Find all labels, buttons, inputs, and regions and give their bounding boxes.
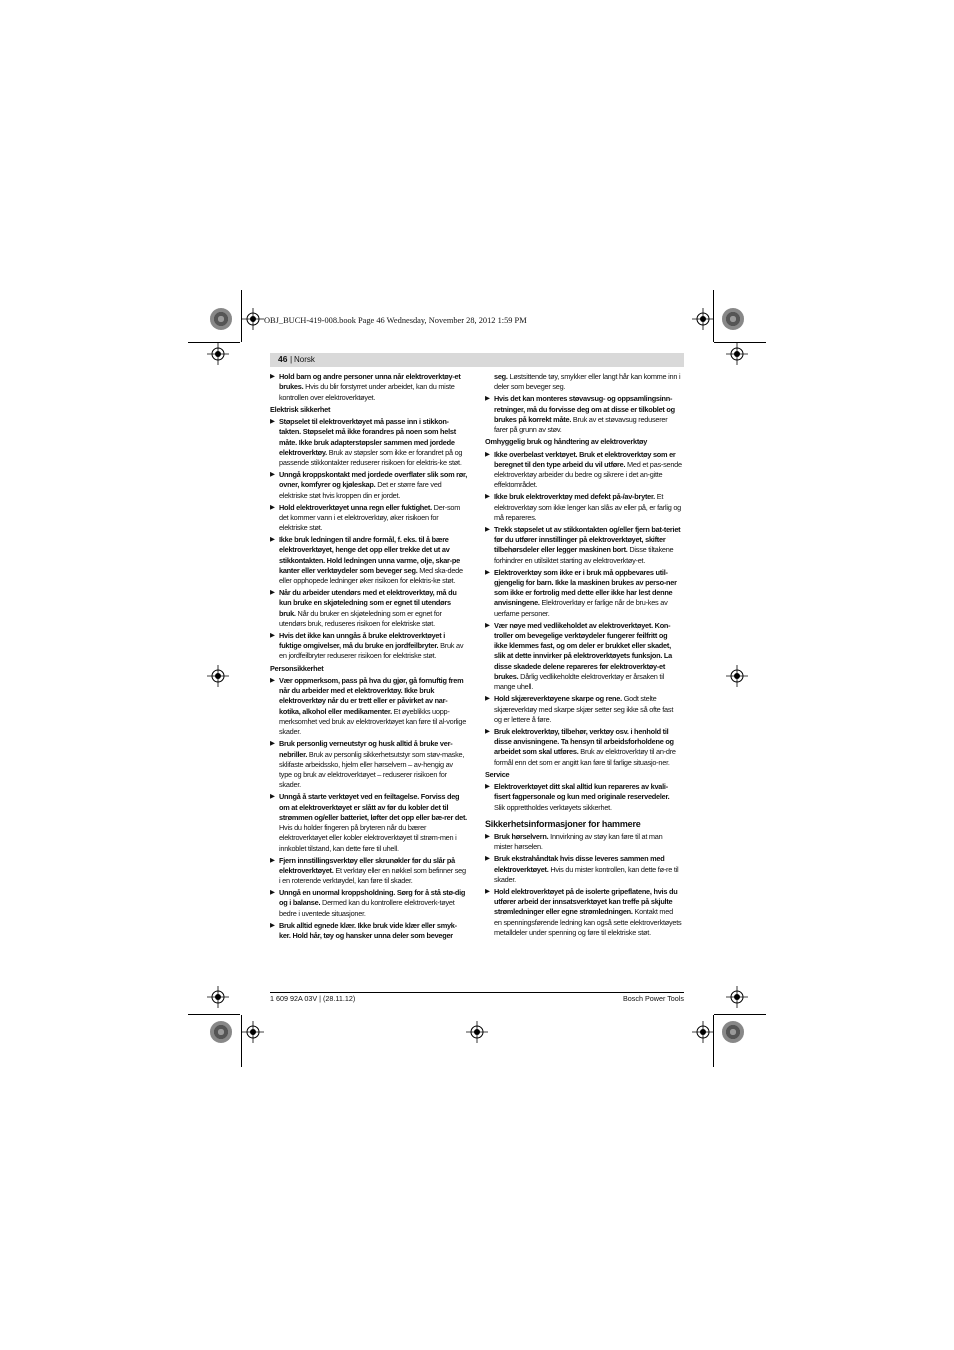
bullet-arrow-icon: ▶ [270, 536, 275, 544]
bold-lead: Ikke bruk ledningen til andre formål, f. eks. til å bære elektroverktøyet, henge det opp eller trekke det ut av stikkontakten. Hold ledningen unna varme, olje, skar-pe kanter eller verktøydeler som beveger seg. [279, 535, 460, 575]
subsection-heading: Sikkerhetsinformasjoner for hammere [485, 818, 641, 829]
bold-lead: Hold skjæreverktøyene skarpe og rene. [494, 694, 622, 704]
section-heading: Service [485, 769, 510, 779]
body-text: Hvis du holder fingeren på bryteren når du bærer elektroverktøyet eller kobler elektroverktøyet til strøm-men i innkoblet tilstand, kan dette føre til uhell. [279, 823, 457, 853]
bullet-item [485, 621, 682, 693]
body-text: Med et pas-sende elektroverktøy arbeider du bedre og sikrere i det an-gitte effektområdet. [494, 459, 682, 490]
page-header [270, 353, 684, 367]
bullet-item [485, 394, 682, 435]
body-text: Et elektroverktøy som ikke lenger kan slås av eller på, er farlig og må repareres. [494, 492, 682, 522]
bold-lead: Trekk støpselet ut av stikkontakten og/eller fjern bat-teriet før du utfører innstillinger på elektroverktøyet, skifter tilbehørsdeler eller legger maskinen bort. [494, 524, 681, 555]
registration-mark-icon [242, 308, 264, 330]
body-text: Bruk av støpsler som ikke er forandret på og passende stikkontakter reduserer risikoen for elektris-ke støt. [279, 447, 463, 467]
bold-lead: Hvis det ikke kan unngås å bruke elektroverktøyet i fuktige omgivelser, må du bruke en jordfeilbryter. [279, 630, 446, 651]
bullet-arrow-icon: ▶ [485, 395, 490, 403]
body-text: Elektroverktøy er farlige når de bru-kes av uerfarne personer. [494, 598, 668, 618]
body-text: Et verktøy eller en nøkkel som befinner seg i en roterende verktøydel, kan føre til skader. [279, 865, 466, 886]
bullet-arrow-icon: ▶ [270, 793, 275, 801]
left-column [270, 372, 467, 943]
header-separator: | [290, 354, 293, 364]
body-text: Bruk av et støvavsug reduserer farer på grunn av støv. [494, 414, 668, 435]
bold-lead: Elektroverktøy som ikke er i bruk må oppbevares util-gjengelig for barn. Ikke la maskinen brukes av perso-ner som ikke er fortrolig med dette eller ikke har lest denne anvisningene. [494, 567, 677, 608]
bullet-item [270, 588, 467, 629]
bullet-item [485, 525, 682, 566]
bullet-arrow-icon: ▶ [270, 418, 275, 425]
bullet-item [485, 854, 682, 885]
body-text: Dårlig vedlikeholdte elektroverktøy er årsaken til mange uhell. [494, 671, 664, 692]
bold-lead: Hold elektroverktøyet unna regn eller fuktighet. [279, 502, 432, 512]
bullet-item [485, 568, 682, 619]
bullet-arrow-icon: ▶ [485, 450, 490, 458]
bold-lead: Hold elektroverktøyet på de isolerte gripeflatene, hvis du utfører arbeid der innsatsverktøyet kan treffe på skjulte strømledninger eller egne strømledningen. [494, 886, 678, 917]
section-heading: Elektrisk sikkerhet [270, 404, 331, 414]
page-language: Norsk [294, 354, 315, 364]
bold-lead: Støpselet til elektroverktøyet må passe inn i stikkon-takten. Støpselet må ikke forandres på noen som helst måte. Ikke bruk adapterstøpsler sammen med jordede elektroverktøy. [279, 417, 456, 457]
bold-lead: Vær oppmerksom, pass på hva du gjør, gå fornuftig frem når du arbeider med et elektroverktøy. Ikke bruk elektroverktøy når du er trett eller er påvirket av nar-kotika, alkohol eller medikamenter. [279, 675, 464, 716]
registration-mark-icon [207, 665, 229, 687]
print-disc-icon [722, 1021, 744, 1043]
body-text: Innvirkning av støy kan føre til at man mister hørselen. [494, 832, 663, 852]
bold-lead: Elektroverktøyet ditt skal alltid kun repareres av kvali-fisert fagpersonale og kun med originale reservedeler. [494, 782, 670, 802]
bullet-arrow-icon: ▶ [485, 621, 490, 629]
bullet-arrow-icon: ▶ [485, 568, 490, 576]
body-text: Slik opprettholdes verktøyets sikkerhet. [494, 802, 612, 812]
body-text: Når du bruker en skjøteledning som er egnet for utendørs bruk, reduseres risikoen for elektriske støt. [279, 608, 442, 628]
body-text: Kontakt med en spenningsførende ledning kan også sette elektroverktøyets metalldeler under spenning og føre til elektriske støt. [494, 907, 682, 937]
bold-lead: Bruk hørselvern. [494, 832, 549, 842]
page-number: 46 [278, 354, 288, 364]
bold-lead: Vær nøye med vedlikeholdet av elektroverktøyet. Kon-troller om bevegelige verktøydeler fungerer feilfritt og ikke klemmes fast, og om deler er brukket eller skadet, slik at dette innvirker på elektroverktøyets funksjon. La disse skadede delene repareres før elektroverktøy-et brukes. [494, 620, 672, 681]
bullet-arrow-icon: ▶ [485, 887, 490, 895]
bullet-item [270, 631, 467, 662]
bullet-arrow-icon: ▶ [270, 889, 275, 897]
print-disc-icon [722, 308, 744, 330]
bullet-item [270, 739, 467, 790]
bullet-arrow-icon: ▶ [485, 727, 490, 735]
body-text: Hvis du mister kontrollen, kan dette fø-re til skader. [494, 864, 679, 884]
bullet-item [270, 888, 467, 919]
footer-doc-number: 1 609 92A 03V | (28.11.12) [270, 994, 356, 1003]
body-text: Godt stelte skjæreverktøy med skarpe skjær setter seg ikke så ofte fast og er lettere å føre. [494, 694, 674, 724]
registration-mark-icon [692, 1021, 714, 1043]
book-stamp: OBJ_BUCH-419-008.book Page 46 Wednesday, November 28, 2012 1:59 PM [264, 316, 527, 325]
bullet-item [270, 856, 467, 887]
bullet-item [270, 417, 467, 468]
footer-divider [270, 992, 684, 993]
bullet-arrow-icon: ▶ [485, 783, 490, 791]
bold-lead: Unngå en unormal kroppsholdning. Sørg for å stå stø-dig og i balanse. [279, 888, 466, 908]
bullet-item [270, 470, 467, 501]
bullet-item [485, 492, 682, 523]
continued-paragraph [494, 372, 682, 393]
bullet-item [270, 792, 467, 854]
bullet-item [270, 372, 467, 403]
bullet-arrow-icon: ▶ [270, 631, 275, 639]
footer-brand: Bosch Power Tools [623, 994, 684, 1003]
bullet-arrow-icon: ▶ [270, 676, 275, 684]
bold-lead: Bruk personlig verneutstyr og husk alltid å bruke ver-nebriller. [279, 739, 453, 759]
bullet-arrow-icon: ▶ [270, 373, 275, 380]
crop-mark [714, 1014, 766, 1015]
bullet-arrow-icon: ▶ [270, 856, 275, 864]
registration-mark-icon [726, 665, 748, 687]
bold-lead: Bruk ekstrahåndtak hvis disse leveres sammen med elektroverktøyet. [494, 854, 665, 874]
section-heading: Omhyggelig bruk og håndtering av elektroverktøy [485, 437, 648, 447]
bold-lead: Bruk alltid egnede klær. Ikke bruk vide klær eller smyk-ker. Hold hår, tøy og hansker unna deler som beveger [279, 920, 457, 940]
bullet-arrow-icon: ▶ [270, 589, 275, 597]
bullet-arrow-icon: ▶ [485, 493, 490, 501]
bullet-arrow-icon: ▶ [270, 503, 275, 511]
bullet-item [485, 832, 682, 853]
body-text: Bruk av personlig sikkerhetsutstyr som støv-maske, sklifaste arbeidssko, hjelm eller hørselvern – av-hengig av type og bruk av elektroverktøyet – reduserer risikoen for skader. [279, 749, 465, 790]
bullet-item [485, 450, 682, 491]
bullet-item [270, 535, 467, 586]
bullet-arrow-icon: ▶ [485, 525, 490, 533]
bullet-item [485, 887, 682, 938]
body-text: Det er større fare ved elektriske støt hvis kroppen din er jordet. [279, 480, 442, 500]
bullet-item [485, 782, 682, 813]
body-text: Disse tiltakene forhindrer en utilsiktet starting av elektroverktøy-et. [494, 545, 674, 565]
bullet-item [485, 727, 682, 768]
bullet-arrow-icon: ▶ [485, 695, 490, 703]
body-text: Hvis du blir forstyrret under arbeidet, kan du miste kontrollen over elektroverktøyet. [279, 382, 455, 402]
bold-lead: Unngå kroppskontakt med jordede overflater slik som rør, ovner, komfyrer og kjøleskap. [279, 470, 468, 490]
print-disc-icon [210, 1021, 232, 1043]
body-text: Bruk av en jordfeilbryter reduserer risikoen for elektriske støt. [279, 641, 464, 661]
bullet-item [485, 694, 682, 725]
body-text: Løstsittende tøy, smykker eller langt hår kan komme inn i deler som beveger seg. [494, 372, 681, 392]
registration-mark-icon [726, 986, 748, 1008]
bullet-arrow-icon: ▶ [270, 740, 275, 748]
print-disc-icon [210, 308, 232, 330]
bullet-item [270, 676, 467, 738]
bold-lead: Ikke overbelast verktøyet. Bruk et elektroverktøy som er beregnet til den type arbeid du vil utføre. [494, 449, 676, 469]
registration-mark-icon [726, 343, 748, 365]
registration-mark-icon [207, 986, 229, 1008]
section-heading: Personsikkerhet [270, 663, 324, 673]
body-text: Et øyeblikks uopp-merksomhet ved bruk av elektroverktøyet kan føre til al-vorlige skader. [279, 706, 467, 737]
bold-lead: Ikke bruk elektroverktøy med defekt på-/av-bryter. [494, 492, 655, 502]
bullet-arrow-icon: ▶ [270, 921, 275, 929]
right-column [485, 372, 682, 940]
crop-mark [188, 1014, 240, 1015]
registration-mark-icon [466, 1021, 488, 1043]
bullet-item [270, 503, 467, 534]
body-text: Dermed kan du kontrollere elektroverk-tøyet bedre i uventede situasjoner. [279, 898, 455, 918]
bold-lead: Fjern innstillingsverktøy eller skrunøkler før du slår på elektroverktøyet. [279, 855, 455, 875]
bullet-item [270, 921, 467, 942]
bold-lead: Bruk elektroverktøy, tilbehør, verktøy osv. i henhold til disse anvisningene. Ta hensyn til arbeidsforholdene og arbeidet som skal utføres. [494, 726, 674, 757]
bullet-arrow-icon: ▶ [270, 471, 275, 479]
bullet-arrow-icon: ▶ [485, 855, 490, 863]
bold-lead: Unngå å starte verktøyet ved en feiltagelse. Forviss deg om at elektroverktøyet er slått av før du kobler det til strømmen og/eller batteriet, løfter det opp eller bæ-rer det. [279, 792, 467, 822]
registration-mark-icon [207, 343, 229, 365]
body-text: Med ska-dede eller opphopede ledninger øker risikoen for elektris-ke støt. [279, 565, 463, 586]
bullet-arrow-icon: ▶ [485, 833, 490, 841]
registration-mark-icon [692, 308, 714, 330]
body-text: Der-som det kommer vann i et elektroverktøy, øker risikoen for elektriske støt. [279, 502, 461, 533]
bold-lead: seg. [494, 372, 508, 381]
bold-lead: Når du arbeider utendørs med et elektroverktøy, må du kun bruke en skjøteledning som er egnet til utendørs bruk. [279, 588, 457, 618]
registration-mark-icon [242, 1021, 264, 1043]
bold-lead: Hold barn og andre personer unna når elektroverktøy-et brukes. [279, 372, 461, 392]
bold-lead: Hvis det kan monteres støvavsug- og oppsamlingsinn-retninger, må du forvisse deg om at disse er tilkoblet og brukes på korrekt måte. [494, 394, 675, 424]
body-text: Bruk av elektroverktøy til an-dre formål enn det som er angitt kan føre til farlige situasjo-ner. [494, 747, 676, 767]
